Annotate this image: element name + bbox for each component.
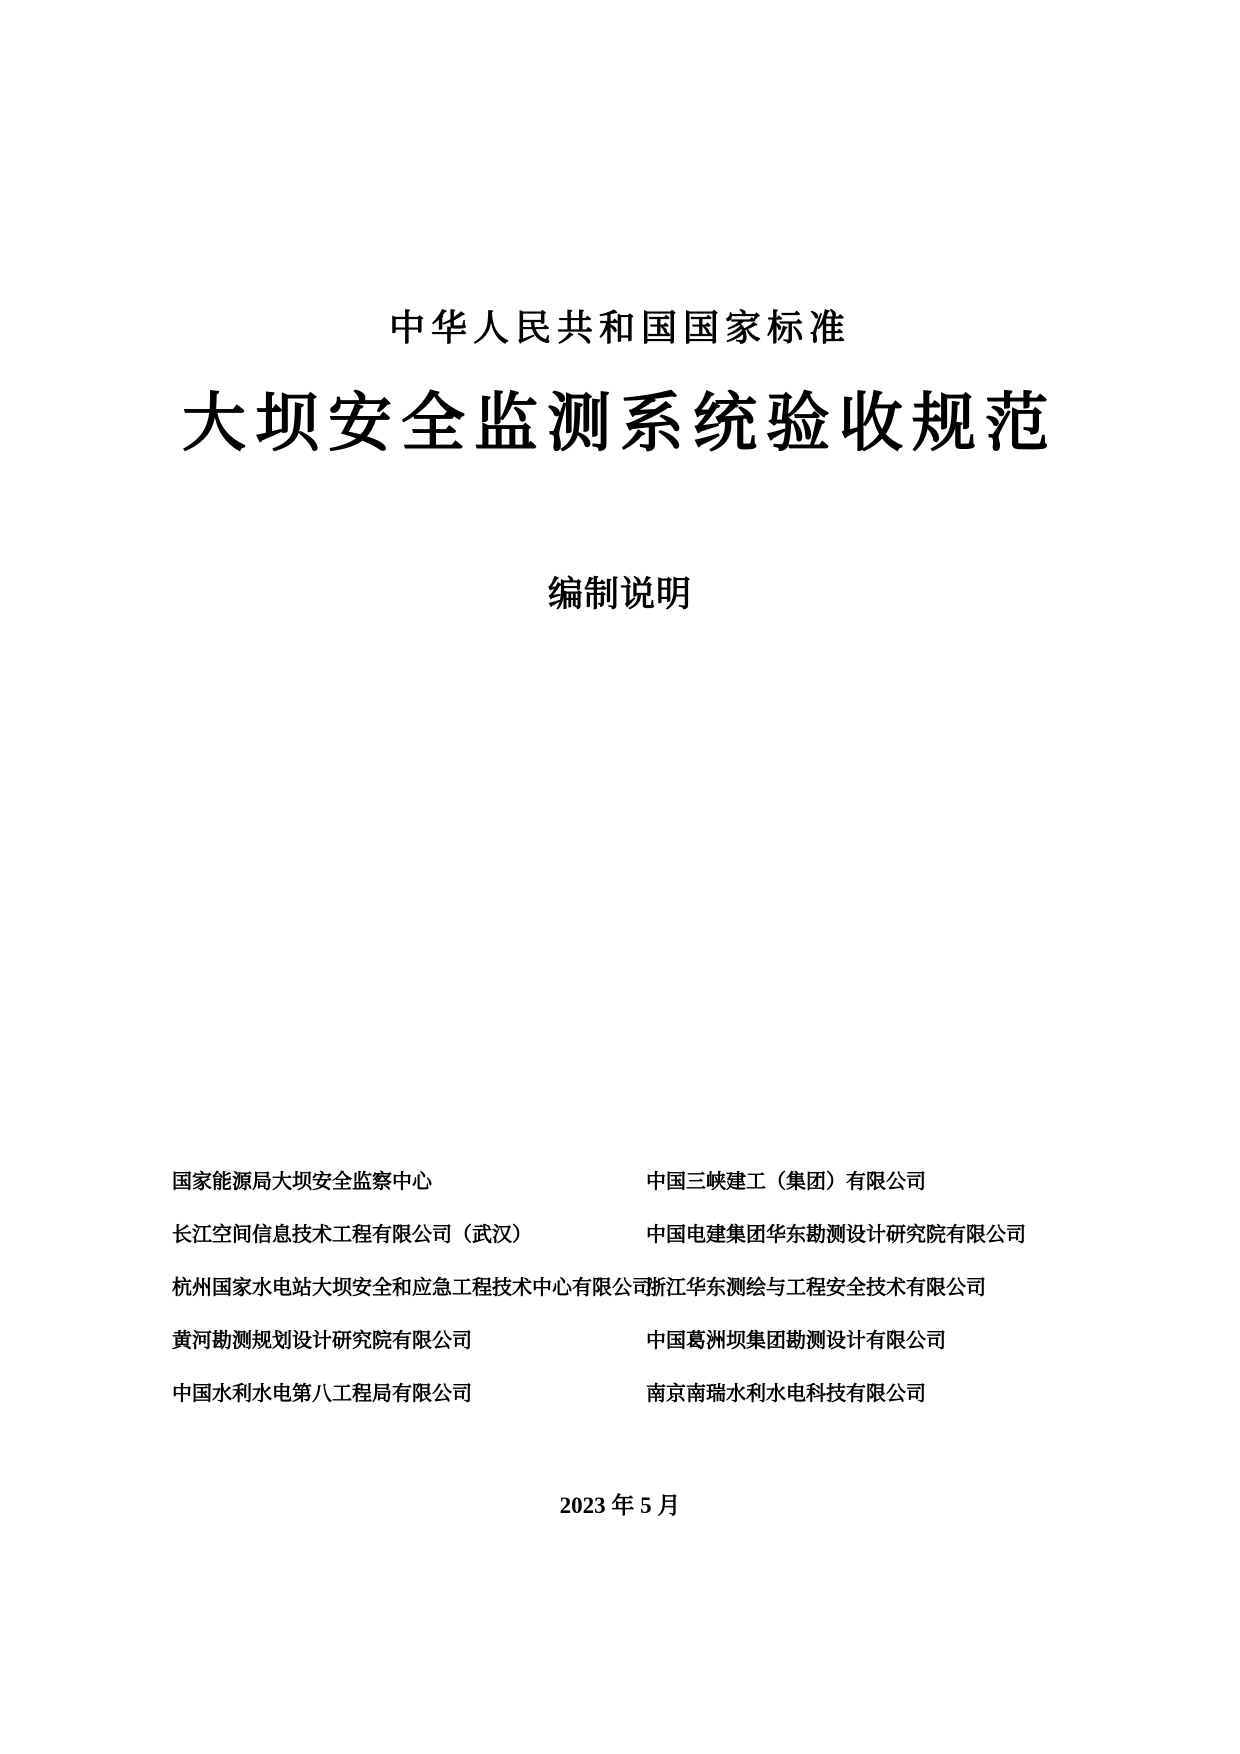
organization-item: 南京南瑞水利水电科技有限公司 [646,1381,926,1405]
organization-item: 杭州国家水电站大坝安全和应急工程技术中心有限公司 [172,1275,652,1299]
organization-item: 长江空间信息技术工程有限公司（武汉） [172,1222,532,1246]
organization-item: 国家能源局大坝安全监察中心 [172,1169,432,1193]
drafting-organizations-list [172,1168,1092,1406]
document-title: 大坝安全监测系统验收规范 [182,387,1058,461]
organization-item: 中国水利水电第八工程局有限公司 [172,1381,472,1405]
organization-item: 浙江华东测绘与工程安全技术有限公司 [646,1275,986,1299]
organization-item: 中国三峡建工（集团）有限公司 [646,1169,926,1193]
document-subtitle: 编制说明 [547,575,692,615]
standard-type-heading: 中华人民共和国国家标准 [388,308,851,349]
organization-item: 黄河勘测规划设计研究院有限公司 [172,1328,472,1352]
publication-date: 2023 年 5 月 [559,1493,681,1518]
organization-item: 中国电建集团华东勘测设计研究院有限公司 [646,1222,1026,1246]
organization-item: 中国葛洲坝集团勘测设计有限公司 [646,1328,946,1352]
